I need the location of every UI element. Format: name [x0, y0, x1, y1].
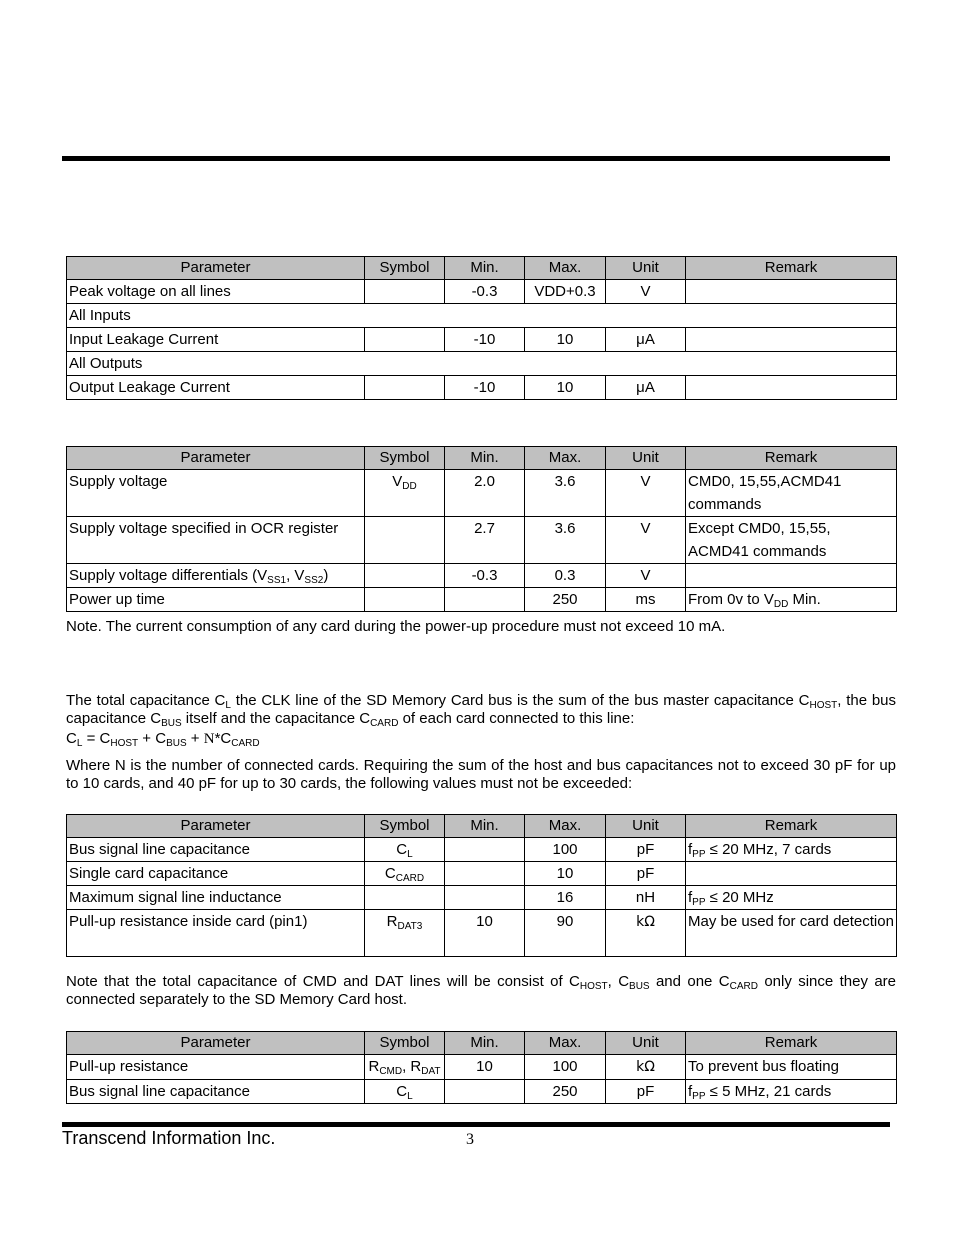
header-symbol: Symbol: [365, 257, 445, 280]
cell-max: 100: [525, 838, 606, 862]
cell-symbol: $C_L$: [365, 838, 445, 862]
cell-min: 2.7: [445, 517, 525, 564]
cell-remark: CMD0, 15,55,ACMD41 commands: [686, 470, 897, 517]
table-row: [67, 470, 897, 517]
cell-symbol: $R_{DAT3}$: [365, 910, 445, 957]
cell-parameter: Input Leakage Current: [67, 328, 365, 352]
cell-parameter: Bus signal line capacitance: [67, 1080, 365, 1104]
cell-max: 100: [525, 1055, 606, 1080]
cell-unit: ms: [606, 588, 686, 612]
cell-min: -0.3: [445, 280, 525, 304]
cell-unit: pF: [606, 838, 686, 862]
cell-symbol: [365, 376, 445, 400]
cell-remark: $f_{PP} \le 20$ MHz: [686, 886, 897, 910]
cell-max: 0.3: [525, 564, 606, 588]
cell-remark: [686, 280, 897, 304]
bus-voltage-table: [66, 256, 897, 400]
table-row: [67, 1055, 897, 1080]
cell-unit: nH: [606, 886, 686, 910]
header-max: Max.: [525, 1032, 606, 1055]
header-unit: Unit: [606, 815, 686, 838]
table-header-row: [67, 815, 897, 838]
header-remark: Remark: [686, 257, 897, 280]
cell-symbol: [365, 564, 445, 588]
table-row: [67, 328, 897, 352]
cell-max: 90: [525, 910, 606, 957]
cell-parameter: Peak voltage on all lines: [67, 280, 365, 304]
header-remark: Remark: [686, 815, 897, 838]
capacitance-formula: $C_L = C_{HOST} + C_{BUS} + N*C_{CARD}$: [66, 730, 260, 749]
header-symbol: Symbol: [365, 447, 445, 470]
header-max: Max.: [525, 447, 606, 470]
cell-parameter: Supply voltage specified in OCR register: [67, 517, 365, 564]
cell-min: -0.3: [445, 564, 525, 588]
card-count-paragraph: Where N is the number of connected cards. Requiring the sum of the host and bus capacitances not to exceed 30 pF for up to 10 cards, and 40 pF for up to 30 cards, the following values must not be exceeded:: [66, 757, 896, 792]
cell-symbol: $C_{CARD}$: [365, 862, 445, 886]
cell-parameter: Pull-up resistance: [67, 1055, 365, 1080]
header-max: Max.: [525, 257, 606, 280]
cell-min: -10: [445, 376, 525, 400]
cell-symbol: [365, 588, 445, 612]
cell-remark: From 0v to $V_{DD}$ Min.: [686, 588, 897, 612]
header-parameter: Parameter: [67, 447, 365, 470]
cell-max: VDD+0.3: [525, 280, 606, 304]
table-header-row: [67, 1032, 897, 1055]
cell-max: 250: [525, 588, 606, 612]
cell-remark: $f_{PP} \le 20$ MHz, 7 cards: [686, 838, 897, 862]
supply-voltage-table: [66, 446, 897, 612]
cell-min: 10: [445, 1055, 525, 1080]
cell-max: 3.6: [525, 517, 606, 564]
cell-remark: $f_{PP} \le 5$ MHz, 21 cards: [686, 1080, 897, 1104]
table-row: [67, 588, 897, 612]
cell-remark: [686, 564, 897, 588]
header-unit: Unit: [606, 447, 686, 470]
group-label: All Outputs: [67, 352, 897, 376]
cell-min: 10: [445, 910, 525, 957]
header-min: Min.: [445, 257, 525, 280]
header-remark: Remark: [686, 1032, 897, 1055]
cell-symbol: $V_{DD}$: [365, 470, 445, 517]
cell-parameter: Bus signal line capacitance: [67, 838, 365, 862]
cell-max: 250: [525, 1080, 606, 1104]
header-min: Min.: [445, 1032, 525, 1055]
cell-parameter: Power up time: [67, 588, 365, 612]
header-min: Min.: [445, 815, 525, 838]
cell-max: 10: [525, 328, 606, 352]
cell-remark: May be used for card detection: [686, 910, 897, 957]
cell-symbol: $C_L$: [365, 1080, 445, 1104]
cell-unit: V: [606, 470, 686, 517]
cell-unit: μA: [606, 328, 686, 352]
cell-parameter: Supply voltage differentials ($V_{SS1}$, $V_{SS2}$): [67, 564, 365, 588]
cell-unit: kΩ: [606, 1055, 686, 1080]
cell-remark: [686, 328, 897, 352]
cmd-dat-note: Note that the total capacitance of CMD and DAT lines will be consist of $C_{HOST}$, $C_{BUS}$ and one $C_{CARD}$ only since they are connected separately to the SD Memory Card host.: [66, 973, 897, 1008]
cell-max: 3.6: [525, 470, 606, 517]
table-row: [67, 886, 897, 910]
header-max: Max.: [525, 815, 606, 838]
cmd-dat-table: [66, 1031, 897, 1104]
cell-remark: To prevent bus floating: [686, 1055, 897, 1080]
header-unit: Unit: [606, 1032, 686, 1055]
cell-symbol: [365, 280, 445, 304]
top-rule: [62, 156, 890, 161]
cell-parameter: Maximum signal line inductance: [67, 886, 365, 910]
cell-max: 10: [525, 376, 606, 400]
table-row: [67, 564, 897, 588]
cell-symbol: [365, 886, 445, 910]
cell-unit: V: [606, 564, 686, 588]
cell-min: [445, 1080, 525, 1104]
cell-symbol: [365, 517, 445, 564]
cell-remark: Except CMD0, 15,55, ACMD41 commands: [686, 517, 897, 564]
header-parameter: Parameter: [67, 815, 365, 838]
cell-max: 10: [525, 862, 606, 886]
cell-unit: μA: [606, 376, 686, 400]
cell-unit: kΩ: [606, 910, 686, 957]
table-group-row: [67, 352, 897, 376]
cell-min: [445, 886, 525, 910]
table-row: [67, 838, 897, 862]
table-row: [67, 280, 897, 304]
cell-min: [445, 838, 525, 862]
capacitance-paragraph: The total capacitance $C_L$ the CLK line of the SD Memory Card bus is the sum of the bus master capacitance $C_{HOST}$, the bus capacitance $C_{BUS}$ itself and the capacitance $C_{CARD}$ of each card connected to this line:: [66, 692, 897, 729]
footer-company: Transcend Information Inc.: [62, 1128, 276, 1148]
table-group-row: [67, 304, 897, 328]
cell-unit: pF: [606, 1080, 686, 1104]
cell-min: -10: [445, 328, 525, 352]
cell-parameter: Pull-up resistance inside card (pin1): [67, 910, 365, 957]
cell-max: 16: [525, 886, 606, 910]
table-row: [67, 1080, 897, 1104]
bus-capacitance-table: [66, 814, 897, 957]
power-up-note: Note. The current consumption of any card during the power-up procedure must not exceed 10 mA.: [66, 618, 726, 635]
cell-unit: V: [606, 517, 686, 564]
header-symbol: Symbol: [365, 815, 445, 838]
header-remark: Remark: [686, 447, 897, 470]
header-parameter: Parameter: [67, 1032, 365, 1055]
cell-unit: V: [606, 280, 686, 304]
header-parameter: Parameter: [67, 257, 365, 280]
cell-unit: pF: [606, 862, 686, 886]
table-row: [67, 376, 897, 400]
cell-parameter: Output Leakage Current: [67, 376, 365, 400]
table-header-row: [67, 257, 897, 280]
cell-min: 2.0: [445, 470, 525, 517]
table-row: [67, 517, 897, 564]
cell-parameter: Single card capacitance: [67, 862, 365, 886]
table-header-row: [67, 447, 897, 470]
group-label: All Inputs: [67, 304, 897, 328]
cell-symbol: [365, 328, 445, 352]
cell-min: [445, 862, 525, 886]
cell-symbol: $R_{CMD}$, $R_{DAT}$: [365, 1055, 445, 1080]
header-min: Min.: [445, 447, 525, 470]
cell-remark: [686, 376, 897, 400]
table-row: [67, 862, 897, 886]
bottom-rule: [62, 1122, 890, 1127]
cell-parameter: Supply voltage: [67, 470, 365, 517]
header-unit: Unit: [606, 257, 686, 280]
page-number: 3: [466, 1131, 474, 1148]
cell-min: [445, 588, 525, 612]
header-symbol: Symbol: [365, 1032, 445, 1055]
table-row: [67, 910, 897, 957]
cell-remark: [686, 862, 897, 886]
